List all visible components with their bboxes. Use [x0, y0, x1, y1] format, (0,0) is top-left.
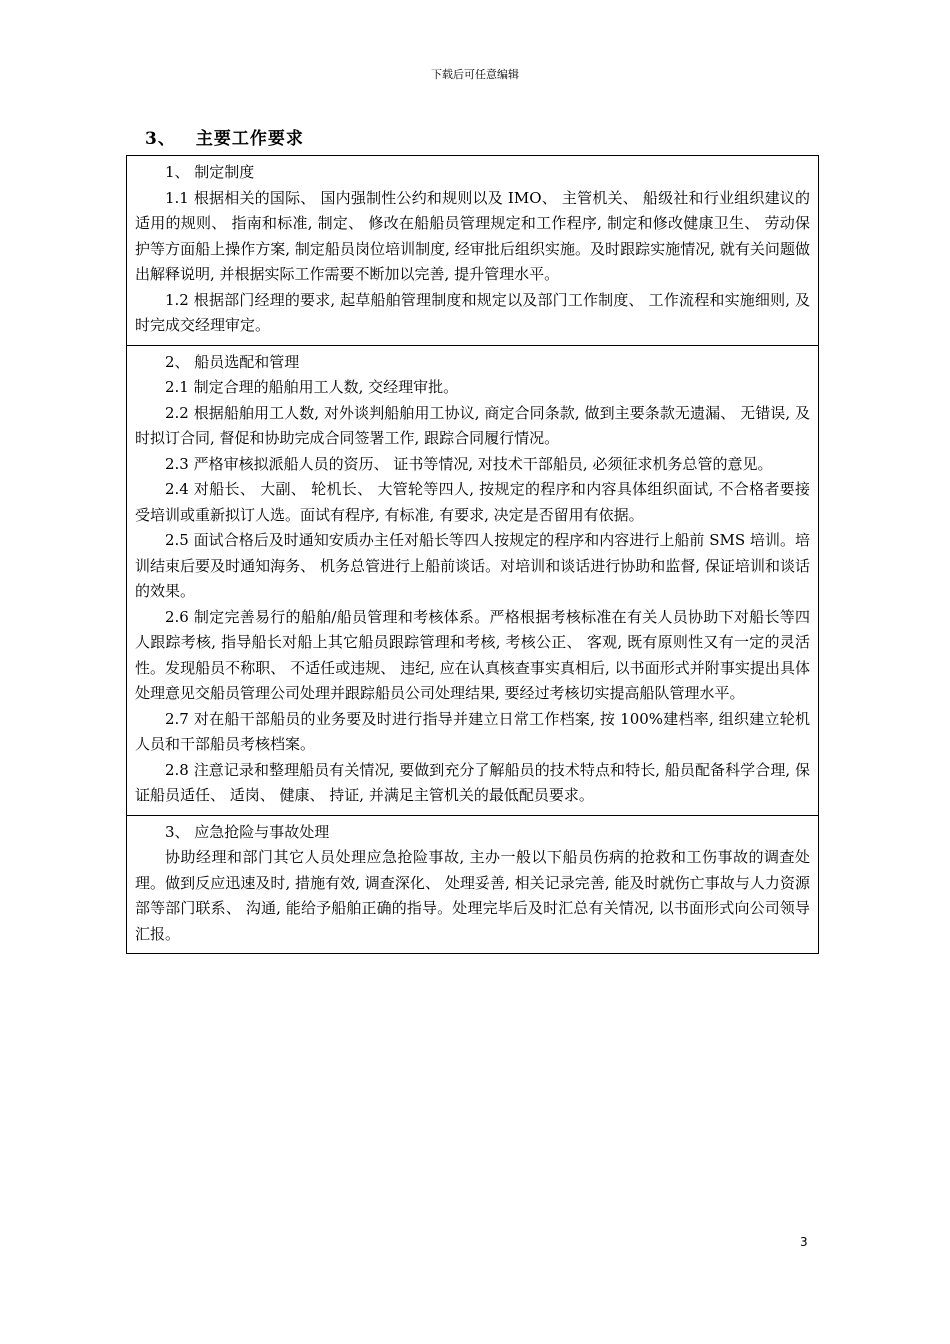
table-cell-crew: [127, 345, 819, 815]
paragraph: 2.4 对船长、 大副、 轮机长、 大管轮等四人, 按规定的程序和内容具体组织面试, 不合格者要接受培训或重新拟订人选。面试有程序, 有标准, 有要求, 决定是否留用有依据。: [135, 480, 810, 524]
table-row: [127, 156, 819, 346]
table-cell-emergency: [127, 815, 819, 954]
header-note: 下载后可任意编辑: [431, 68, 519, 81]
section-title-text: 主要工作要求: [195, 129, 304, 149]
cell-heading: 3、 应急抢险与事故处理: [165, 822, 330, 841]
paragraph: 2.5 面试合格后及时通知安质办主任对船长等四人按规定的程序和内容进行上船前 SMS 培训。培训结束后要及时通知海务、 机务总管进行上船前谈话。对培训和谈话进行协助和监督, 保证培训和谈话的效果。: [135, 531, 810, 600]
paragraph: 2.1 制定合理的船舶用工人数, 交经理审批。: [165, 378, 459, 396]
paragraph: 协助经理和部门其它人员处理应急抢险事故, 主办一般以下船员伤病的抢救和工伤事故的调查处理。做到反应迅速及时, 措施有效, 调查深化、 处理妥善, 相关记录完善, 能及时就伤亡事故与人力资源部等部门联系、 沟通, 能给予船舶正确的指导。处理完毕后及时汇总有关情况, 以书面形式向公司领导汇报。: [135, 848, 810, 943]
section-number: 3、: [145, 129, 176, 149]
paragraph: 2.2 根据船舶用工人数, 对外谈判船舶用工协议, 商定合同条款, 做到主要条款无遗漏、 无错误, 及时拟订合同, 督促和协助完成合同签署工作, 跟踪合同履行情况。: [135, 403, 810, 447]
paragraph: 2.7 对在船干部船员的业务要及时进行指导并建立日常工作档案, 按 100%建档率, 组织建立轮机人员和干部船员考核档案。: [135, 709, 810, 753]
cell-heading: 1、 制定制度: [165, 163, 255, 181]
table-row: [127, 815, 819, 954]
table-row: [127, 345, 819, 815]
paragraph: 1.1 根据相关的国际、 国内强制性公约和规则以及 IMO、 主管机关、 船级社和行业组织建议的适用的规则、 指南和标准, 制定、 修改在船船员管理规定和工作程序, 制定和修改健康卫生、 劳动保护等方面船上操作方案, 制定船员岗位培训制度, 经审批后组织实施。及时跟踪实施情况, 就有关问题做出解释说明, 并根据实际工作需要不断加以完善, 提升管理水平。: [135, 188, 810, 283]
cell-heading: 2、 船员选配和管理: [165, 352, 300, 371]
paragraph: 1.2 根据部门经理的要求, 起草船舶管理制度和规定以及部门工作制度、 工作流程和实施细则, 及时完成交经理审定。: [135, 290, 810, 334]
page-number: 3: [800, 1235, 808, 1249]
paragraph: 2.6 制定完善易行的船舶/船员管理和考核体系。严格根据考核标准在有关人员协助下对船长等四人跟踪考核, 指导船长对船上其它船员跟踪管理和考核, 考核公正、 客观, 既有原则性又有一定的灵活性。发现船员不称职、 不适任或违规、 违纪, 应在认真核查事实真相后, 以书面形式并附事实提出具体处理意见交船员管理公司处理并跟踪船员公司处理结果, 要经过考核切实提高船队管理水平。: [135, 607, 810, 702]
paragraph: 2.3 严格审核拟派船人员的资历、 证书等情况, 对技术干部船员, 必须征求机务总管的意见。: [165, 454, 773, 473]
table-cell-rules: [127, 156, 819, 346]
paragraph: 2.8 注意记录和整理船员有关情况, 要做到充分了解船员的技术特点和特长, 船员配备科学合理, 保证船员适任、 适岗、 健康、 持证, 并满足主管机关的最低配员要求。: [135, 760, 810, 804]
section-title: [145, 124, 304, 149]
requirements-table: [126, 155, 819, 954]
